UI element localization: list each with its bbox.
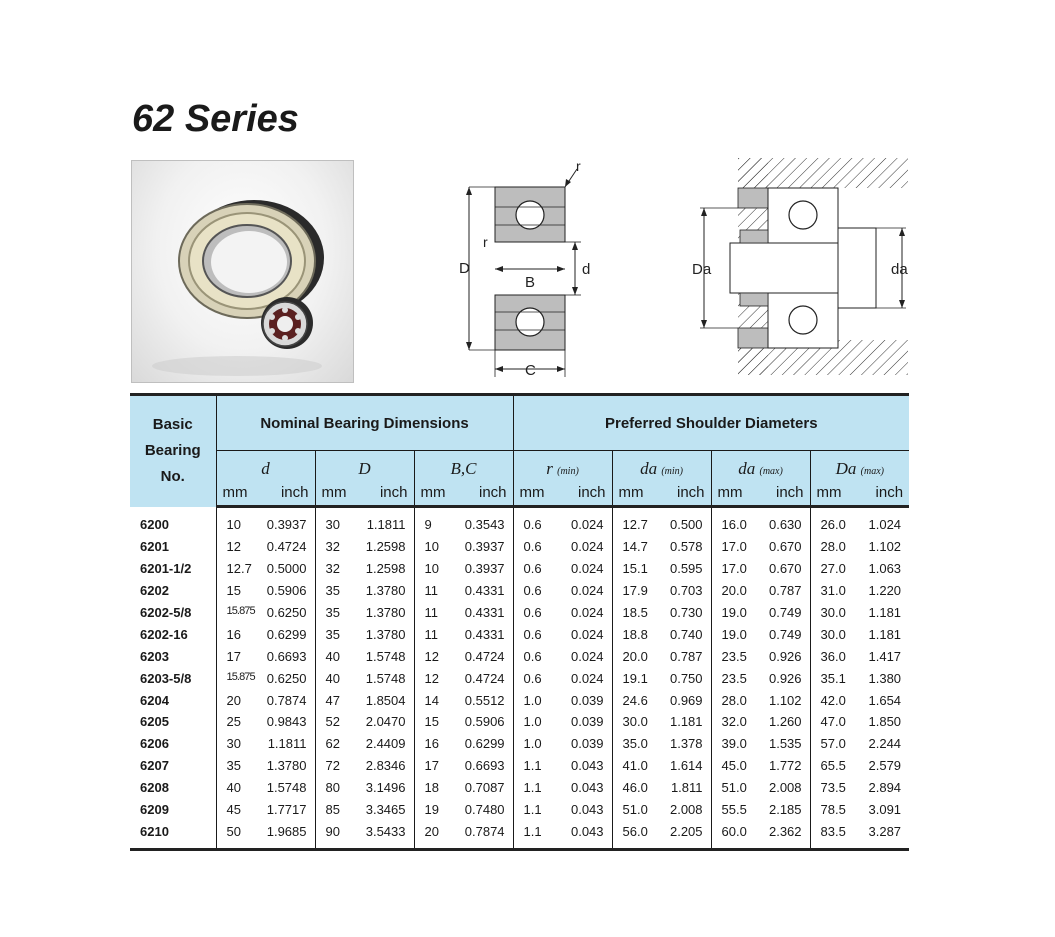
table-cell: 36.0 1.417 (810, 645, 909, 667)
table-cell: 46.0 1.811 (612, 777, 711, 799)
bearing-photo (131, 160, 354, 383)
table-cell: 32 1.2598 (315, 558, 414, 580)
bearing-number: 6201-1/2 (140, 561, 192, 577)
table-cell: 1.0 0.039 (513, 689, 612, 711)
unit-header: mm inch (414, 479, 513, 507)
table-cell: 30.0 1.181 (612, 711, 711, 733)
bearing-number: 6202-16 (140, 626, 188, 642)
symbol-header: da (min) (612, 451, 711, 480)
table-cell: 16 0.6299 (414, 733, 513, 755)
table-cell: 20 0.7874 (216, 689, 315, 711)
table-cell: 1.1 0.043 (513, 799, 612, 821)
table-cell: 23.5 0.926 (711, 645, 810, 667)
table-cell: 30 1.1811 (315, 507, 414, 536)
table-cell: 35 1.3780 (315, 623, 414, 645)
symbol-header: da (max) (711, 451, 810, 480)
nominal-dimensions-header: Nominal Bearing Dimensions (216, 395, 513, 451)
table-cell: 35 1.3780 (315, 580, 414, 602)
table-cell: 18.5 0.730 (612, 602, 711, 624)
bearing-number: 6203 (140, 648, 169, 664)
table-cell: 15 0.5906 (414, 711, 513, 733)
table-row (130, 580, 909, 602)
table-cell: 0.6 0.024 (513, 667, 612, 689)
table-cell: 1.1 0.043 (513, 777, 612, 799)
table-cell: 28.0 1.102 (810, 536, 909, 558)
table-cell: 9 0.3543 (414, 507, 513, 536)
table-cell: 23.5 0.926 (711, 667, 810, 689)
label-r-side: r (483, 234, 488, 250)
table-cell: 51.0 2.008 (711, 777, 810, 799)
bearing-cross-section-diagram (455, 155, 615, 385)
table-cell: 40 1.5748 (216, 777, 315, 799)
table-cell: 18.8 0.740 (612, 623, 711, 645)
bearing-number: 6207 (140, 758, 169, 774)
label-da: da (891, 261, 908, 278)
table-cell: 10 0.3937 (414, 558, 513, 580)
table-row (130, 507, 909, 536)
table-cell: 55.5 2.185 (711, 799, 810, 821)
table-cell: 10 0.3937 (216, 507, 315, 536)
bearing-number: 6206 (140, 736, 169, 752)
table-cell: 17.0 0.670 (711, 558, 810, 580)
label-D: D (459, 260, 470, 277)
table-row (130, 755, 909, 777)
table-cell: 51.0 2.008 (612, 799, 711, 821)
table-cell: 26.0 1.024 (810, 507, 909, 536)
table-cell: 32.0 1.260 (711, 711, 810, 733)
table-cell: 35 1.3780 (216, 755, 315, 777)
table-cell: 57.0 2.244 (810, 733, 909, 755)
symbol-header: B,C (414, 451, 513, 480)
table-row (130, 667, 909, 689)
table-cell: 15.875 0.6250 (216, 602, 315, 624)
unit-header: mm inch (513, 479, 612, 507)
label-B: B (525, 274, 536, 291)
symbol-header: r (min) (513, 451, 612, 480)
label-r-top: r (576, 158, 581, 174)
table-cell: 30 1.1811 (216, 733, 315, 755)
table-cell: 0.6 0.024 (513, 602, 612, 624)
table-cell: 15 0.5906 (216, 580, 315, 602)
table-cell: 12 0.4724 (414, 645, 513, 667)
bearing-number: 6204 (140, 692, 169, 708)
unit-header: mm inch (711, 479, 810, 507)
table-row (130, 777, 909, 799)
table-cell: 0.6 0.024 (513, 623, 612, 645)
table-cell: 14 0.5512 (414, 689, 513, 711)
symbol-header: d (216, 451, 315, 480)
table-cell: 0.6 0.024 (513, 645, 612, 667)
dimensions-table (130, 393, 909, 851)
table-cell: 52 2.0470 (315, 711, 414, 733)
unit-header: mm inch (315, 479, 414, 507)
table-row (130, 689, 909, 711)
table-row (130, 645, 909, 667)
table-cell: 11 0.4331 (414, 602, 513, 624)
bearing-number: 6203-5/8 (140, 670, 192, 686)
table-cell: 1.0 0.039 (513, 733, 612, 755)
table-row (130, 733, 909, 755)
table-cell: 40 1.5748 (315, 667, 414, 689)
basic-bearing-no-header: Basic Bearing No. (130, 395, 216, 507)
table-cell: 32 1.2598 (315, 536, 414, 558)
table-cell: 19.0 0.749 (711, 623, 810, 645)
table-cell: 14.7 0.578 (612, 536, 711, 558)
symbol-header: Da (max) (810, 451, 909, 480)
table-cell: 31.0 1.220 (810, 580, 909, 602)
table-cell: 17 0.6693 (216, 645, 315, 667)
table-cell: 39.0 1.535 (711, 733, 810, 755)
table-cell: 47 1.8504 (315, 689, 414, 711)
bearing-number: 6201 (140, 539, 169, 555)
bearing-number: 6210 (130, 820, 216, 849)
bearing-number: 6202-5/8 (140, 605, 192, 620)
table-cell: 16.0 0.630 (711, 507, 810, 536)
table-cell: 80 3.1496 (315, 777, 414, 799)
table-cell: 28.0 1.102 (711, 689, 810, 711)
table-row (130, 602, 909, 624)
table-cell: 0.6 0.024 (513, 580, 612, 602)
table-cell: 73.5 2.894 (810, 777, 909, 799)
table-cell: 1.1 0.043 (513, 820, 612, 849)
table-cell: 12.7 0.500 (612, 507, 711, 536)
table-cell: 35 1.3780 (315, 602, 414, 624)
label-C: C (525, 362, 536, 379)
table-cell: 0.6 0.024 (513, 558, 612, 580)
table-cell: 16 0.6299 (216, 623, 315, 645)
table-cell: 45.0 1.772 (711, 755, 810, 777)
table-row (130, 711, 909, 733)
table-cell: 78.5 3.091 (810, 799, 909, 821)
table-row (130, 558, 909, 580)
bearing-number: 6209 (140, 802, 169, 818)
table-cell: 35.1 1.380 (810, 667, 909, 689)
table-row (130, 623, 909, 645)
table-cell: 12 0.4724 (414, 667, 513, 689)
table-cell: 19.1 0.750 (612, 667, 711, 689)
table-cell: 40 1.5748 (315, 645, 414, 667)
table-cell: 19 0.7480 (414, 799, 513, 821)
table-cell: 15.1 0.595 (612, 558, 711, 580)
table-cell: 0.6 0.024 (513, 536, 612, 558)
table-cell: 45 1.7717 (216, 799, 315, 821)
table-cell: 72 2.8346 (315, 755, 414, 777)
table-cell: 17 0.6693 (414, 755, 513, 777)
table-cell: 15.875 0.6250 (216, 667, 315, 689)
table-cell: 60.0 2.362 (711, 820, 810, 849)
shoulder-diameter-diagram (690, 150, 920, 385)
table-cell: 35.0 1.378 (612, 733, 711, 755)
table-cell: 17.0 0.670 (711, 536, 810, 558)
table-cell: 25 0.9843 (216, 711, 315, 733)
unit-header: mm inch (612, 479, 711, 507)
table-cell: 27.0 1.063 (810, 558, 909, 580)
table-cell: 12.7 0.5000 (216, 558, 315, 580)
page-title: 62 Series (132, 98, 299, 140)
table-cell: 30.0 1.181 (810, 623, 909, 645)
table-cell: 56.0 2.205 (612, 820, 711, 849)
shoulder-diameters-header: Preferred Shoulder Diameters (513, 395, 909, 451)
table-row (130, 820, 909, 849)
table-cell: 10 0.3937 (414, 536, 513, 558)
unit-header: mm inch (810, 479, 909, 507)
table-cell: 85 3.3465 (315, 799, 414, 821)
symbol-header: D (315, 451, 414, 480)
bearing-number: 6202 (140, 583, 169, 599)
unit-header: mm inch (216, 479, 315, 507)
label-Da: Da (692, 261, 712, 278)
table-cell: 20.0 0.787 (711, 580, 810, 602)
table-cell: 20 0.7874 (414, 820, 513, 849)
table-cell: 65.5 2.579 (810, 755, 909, 777)
bearing-number: 6208 (140, 780, 169, 796)
label-d: d (582, 261, 591, 278)
table-cell: 1.0 0.039 (513, 711, 612, 733)
table-cell: 30.0 1.181 (810, 602, 909, 624)
table-cell: 47.0 1.850 (810, 711, 909, 733)
table-cell: 24.6 0.969 (612, 689, 711, 711)
table-cell: 17.9 0.703 (612, 580, 711, 602)
table-row (130, 799, 909, 821)
table-cell: 11 0.4331 (414, 580, 513, 602)
table-cell: 62 2.4409 (315, 733, 414, 755)
table-cell: 41.0 1.614 (612, 755, 711, 777)
bearing-number: 6205 (140, 714, 169, 730)
table-cell: 1.1 0.043 (513, 755, 612, 777)
table-cell: 19.0 0.749 (711, 602, 810, 624)
table-cell: 83.5 3.287 (810, 820, 909, 849)
table-cell: 12 0.4724 (216, 536, 315, 558)
table-cell: 0.6 0.024 (513, 507, 612, 536)
table-cell: 11 0.4331 (414, 623, 513, 645)
table-cell: 90 3.5433 (315, 820, 414, 849)
table-cell: 20.0 0.787 (612, 645, 711, 667)
table-cell: 42.0 1.654 (810, 689, 909, 711)
table-row (130, 536, 909, 558)
table-cell: 50 1.9685 (216, 820, 315, 849)
table-cell: 18 0.7087 (414, 777, 513, 799)
bearing-number: 6200 (140, 516, 169, 532)
